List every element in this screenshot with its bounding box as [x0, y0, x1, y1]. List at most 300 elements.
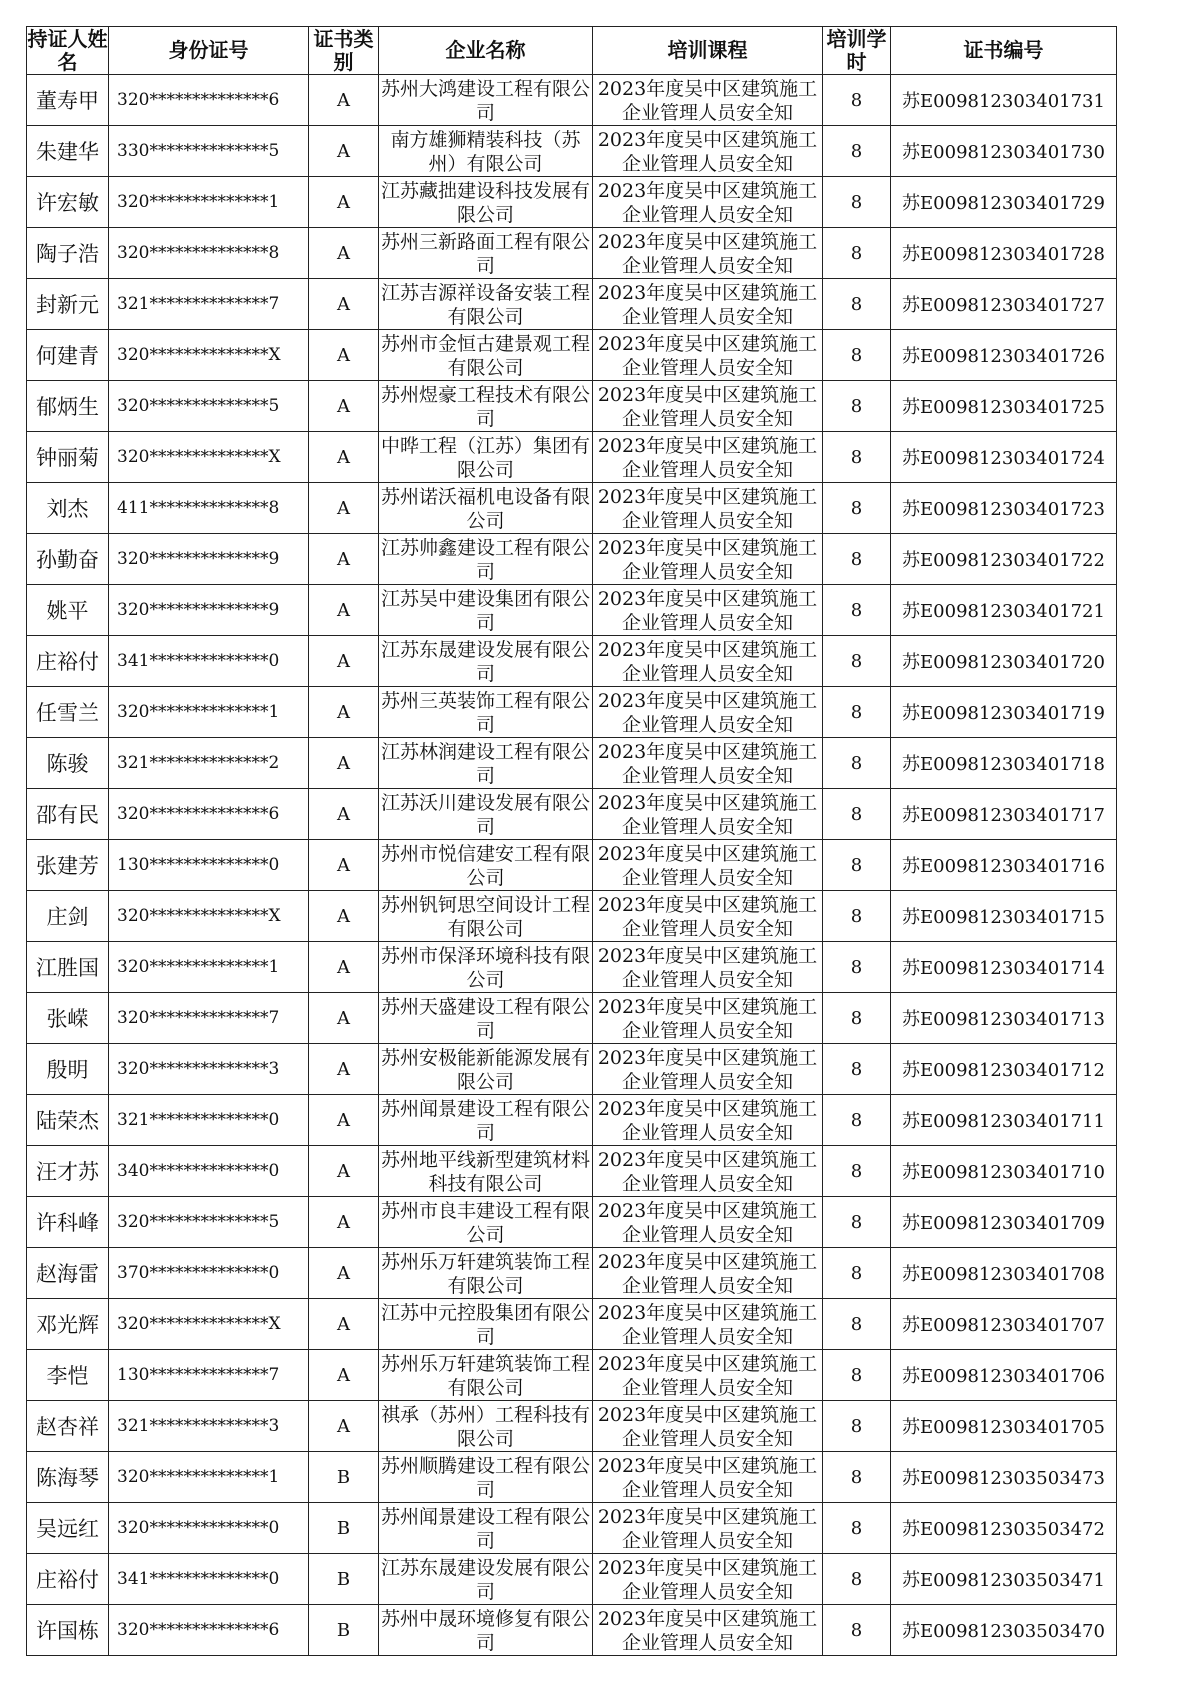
holder-name: 李恺: [27, 1350, 109, 1401]
training-course-wrap: [593, 739, 822, 787]
cert-category: A: [309, 1095, 379, 1146]
enterprise-name-cell: [379, 279, 593, 330]
enterprise-name-cell: [379, 585, 593, 636]
enterprise-name: 苏州乐万轩建筑装饰工程有限公司: [380, 1251, 590, 1297]
cert-category: A: [309, 1248, 379, 1299]
training-hours: 8: [823, 1248, 891, 1299]
training-course: 2023年度吴中区建筑施工企业管理人员安全知: [597, 384, 818, 430]
training-course-cell: [593, 993, 823, 1044]
training-course-wrap: [593, 841, 822, 889]
training-course-cell: [593, 1197, 823, 1248]
training-hours: 8: [823, 942, 891, 993]
cert-category: A: [309, 381, 379, 432]
training-course: 2023年度吴中区建筑施工企业管理人员安全知: [597, 180, 818, 226]
training-hours: 8: [823, 381, 891, 432]
training-course: 2023年度吴中区建筑施工企业管理人员安全知: [597, 435, 818, 481]
cert-category: A: [309, 1350, 379, 1401]
cert-category: A: [309, 636, 379, 687]
holder-name: 邓光辉: [27, 1299, 109, 1350]
training-hours: 8: [823, 483, 891, 534]
training-course: 2023年度吴中区建筑施工企业管理人员安全知: [597, 1200, 818, 1246]
enterprise-name-cell: [379, 1248, 593, 1299]
enterprise-name-wrap: [379, 127, 592, 175]
table-row: [27, 1452, 1117, 1503]
enterprise-name-cell: [379, 1299, 593, 1350]
enterprise-name-wrap: [379, 1453, 592, 1501]
table-row: [27, 330, 1117, 381]
table-row: [27, 1503, 1117, 1554]
training-course-cell: [593, 789, 823, 840]
training-course-wrap: [593, 1555, 822, 1603]
cert-category: A: [309, 75, 379, 126]
cert-category: A: [309, 534, 379, 585]
cert-category: B: [309, 1452, 379, 1503]
id-number: 130**************7: [109, 1350, 309, 1401]
enterprise-name: 苏州大鸿建设工程有限公司: [380, 78, 590, 124]
training-course: 2023年度吴中区建筑施工企业管理人员安全知: [597, 588, 818, 634]
training-course-cell: [593, 738, 823, 789]
enterprise-name-wrap: [379, 1300, 592, 1348]
enterprise-name-cell: [379, 1044, 593, 1095]
training-course-cell: [593, 636, 823, 687]
cert-number: 苏E009812303503470: [891, 1605, 1117, 1656]
id-number: 320**************0: [109, 1503, 309, 1554]
id-number: 320**************X: [109, 432, 309, 483]
training-course-wrap: [593, 1096, 822, 1144]
training-hours: 8: [823, 738, 891, 789]
training-hours: 8: [823, 585, 891, 636]
enterprise-name-wrap: [379, 433, 592, 481]
header-row: [27, 27, 1117, 75]
cert-number: 苏E009812303401727: [891, 279, 1117, 330]
holder-name: 张嵘: [27, 993, 109, 1044]
table-row: [27, 840, 1117, 891]
table-row: [27, 1299, 1117, 1350]
training-hours: 8: [823, 1605, 891, 1656]
enterprise-name: 苏州三新路面工程有限公司: [380, 231, 590, 277]
table-row: [27, 687, 1117, 738]
cert-number: 苏E009812303401726: [891, 330, 1117, 381]
training-course: 2023年度吴中区建筑施工企业管理人员安全知: [597, 894, 818, 940]
training-course-cell: [593, 1044, 823, 1095]
enterprise-name-wrap: [379, 280, 592, 328]
enterprise-name: 江苏吴中建设集团有限公司: [380, 588, 590, 634]
enterprise-name-wrap: [379, 892, 592, 940]
holder-name: 孙勤奋: [27, 534, 109, 585]
id-number: 320**************9: [109, 534, 309, 585]
cert-category: A: [309, 687, 379, 738]
table-row: [27, 228, 1117, 279]
training-course: 2023年度吴中区建筑施工企业管理人员安全知: [597, 1098, 818, 1144]
table-row: [27, 1197, 1117, 1248]
training-course-wrap: [593, 688, 822, 736]
training-course: 2023年度吴中区建筑施工企业管理人员安全知: [597, 333, 818, 379]
training-course: 2023年度吴中区建筑施工企业管理人员安全知: [597, 690, 818, 736]
id-number: 321**************3: [109, 1401, 309, 1452]
id-number: 320**************X: [109, 1299, 309, 1350]
training-course-wrap: [593, 994, 822, 1042]
cert-number: 苏E009812303401706: [891, 1350, 1117, 1401]
training-course-wrap: [593, 280, 822, 328]
id-number: 330**************5: [109, 126, 309, 177]
cert-number: 苏E009812303401728: [891, 228, 1117, 279]
id-number: 320**************X: [109, 891, 309, 942]
cert-number: 苏E009812303503473: [891, 1452, 1117, 1503]
training-course: 2023年度吴中区建筑施工企业管理人员安全知: [597, 1404, 818, 1450]
training-course-cell: [593, 75, 823, 126]
cert-category: B: [309, 1605, 379, 1656]
holder-name: 陶子浩: [27, 228, 109, 279]
cert-category: B: [309, 1554, 379, 1605]
holder-name: 陆荣杰: [27, 1095, 109, 1146]
training-course-wrap: [593, 433, 822, 481]
training-course-wrap: [593, 1249, 822, 1297]
training-course-wrap: [593, 331, 822, 379]
table-row: [27, 1248, 1117, 1299]
training-hours: 8: [823, 1554, 891, 1605]
cert-number: 苏E009812303401718: [891, 738, 1117, 789]
table-row: [27, 1605, 1117, 1656]
enterprise-name-cell: [379, 636, 593, 687]
enterprise-name-cell: [379, 1146, 593, 1197]
training-course-wrap: [593, 178, 822, 226]
table-row: [27, 1350, 1117, 1401]
training-course-cell: [593, 1401, 823, 1452]
enterprise-name-cell: [379, 75, 593, 126]
training-course: 2023年度吴中区建筑施工企业管理人员安全知: [597, 537, 818, 583]
holder-name: 刘杰: [27, 483, 109, 534]
training-course-cell: [593, 126, 823, 177]
enterprise-name-wrap: [379, 637, 592, 685]
cert-number: 苏E009812303401709: [891, 1197, 1117, 1248]
header-enterprise: 企业名称: [379, 27, 593, 75]
table-row: [27, 1401, 1117, 1452]
header-category: 证书类别: [309, 27, 379, 75]
enterprise-name-wrap: [379, 739, 592, 787]
enterprise-name: 苏州三英装饰工程有限公司: [380, 690, 590, 736]
training-course-wrap: [593, 1198, 822, 1246]
enterprise-name: 江苏中元控股集团有限公司: [380, 1302, 590, 1348]
cert-category: A: [309, 993, 379, 1044]
training-course-cell: [593, 1554, 823, 1605]
id-number: 320**************8: [109, 228, 309, 279]
cert-category: A: [309, 738, 379, 789]
id-number: 370**************0: [109, 1248, 309, 1299]
table-row: [27, 993, 1117, 1044]
table-row: [27, 75, 1117, 126]
enterprise-name-wrap: [379, 994, 592, 1042]
enterprise-name-cell: [379, 1350, 593, 1401]
cert-category: A: [309, 891, 379, 942]
id-number: 411**************8: [109, 483, 309, 534]
holder-name: 吴远红: [27, 1503, 109, 1554]
training-course-wrap: [593, 943, 822, 991]
enterprise-name-cell: [379, 1401, 593, 1452]
training-hours: 8: [823, 432, 891, 483]
training-course: 2023年度吴中区建筑施工企业管理人员安全知: [597, 741, 818, 787]
header-id: 身份证号: [109, 27, 309, 75]
training-course: 2023年度吴中区建筑施工企业管理人员安全知: [597, 1455, 818, 1501]
cert-category: A: [309, 1197, 379, 1248]
table-row: [27, 534, 1117, 585]
training-course: 2023年度吴中区建筑施工企业管理人员安全知: [597, 486, 818, 532]
training-hours: 8: [823, 1350, 891, 1401]
holder-name: 殷明: [27, 1044, 109, 1095]
cert-number: 苏E009812303401707: [891, 1299, 1117, 1350]
training-course: 2023年度吴中区建筑施工企业管理人员安全知: [597, 639, 818, 685]
training-course-wrap: [593, 1351, 822, 1399]
enterprise-name: 江苏林润建设工程有限公司: [380, 741, 590, 787]
training-course: 2023年度吴中区建筑施工企业管理人员安全知: [597, 843, 818, 889]
training-course-cell: [593, 942, 823, 993]
id-number: 341**************0: [109, 1554, 309, 1605]
table-row: [27, 789, 1117, 840]
enterprise-name-cell: [379, 1554, 593, 1605]
enterprise-name-cell: [379, 330, 593, 381]
enterprise-name-wrap: [379, 1351, 592, 1399]
cert-category: A: [309, 126, 379, 177]
id-number: 321**************0: [109, 1095, 309, 1146]
table-row: [27, 483, 1117, 534]
training-course: 2023年度吴中区建筑施工企业管理人员安全知: [597, 129, 818, 175]
enterprise-name-cell: [379, 1452, 593, 1503]
cert-number: 苏E009812303401724: [891, 432, 1117, 483]
holder-name: 钟丽菊: [27, 432, 109, 483]
table-row: [27, 1146, 1117, 1197]
enterprise-name: 江苏沃川建设发展有限公司: [380, 792, 590, 838]
training-course-cell: [593, 687, 823, 738]
enterprise-name: 苏州闻景建设工程有限公司: [380, 1506, 590, 1552]
table-body: [27, 75, 1117, 1656]
cert-number: 苏E009812303401716: [891, 840, 1117, 891]
enterprise-name-wrap: [379, 1555, 592, 1603]
enterprise-name-wrap: [379, 1249, 592, 1297]
cert-number: 苏E009812303503471: [891, 1554, 1117, 1605]
id-number: 320**************1: [109, 942, 309, 993]
table-row: [27, 177, 1117, 228]
enterprise-name: 苏州煜豪工程技术有限公司: [380, 384, 590, 430]
training-course-cell: [593, 891, 823, 942]
cert-number: 苏E009812303401708: [891, 1248, 1117, 1299]
training-course-cell: [593, 279, 823, 330]
enterprise-name-wrap: [379, 76, 592, 124]
id-number: 320**************1: [109, 687, 309, 738]
table-row: [27, 1095, 1117, 1146]
header-cert: 证书编号: [891, 27, 1117, 75]
training-course-wrap: [593, 1300, 822, 1348]
table-row: [27, 585, 1117, 636]
training-course-cell: [593, 177, 823, 228]
id-number: 320**************3: [109, 1044, 309, 1095]
training-course-cell: [593, 228, 823, 279]
holder-name: 庄剑: [27, 891, 109, 942]
training-hours: 8: [823, 1146, 891, 1197]
training-course-wrap: [593, 1504, 822, 1552]
enterprise-name-wrap: [379, 1096, 592, 1144]
id-number: 130**************0: [109, 840, 309, 891]
training-hours: 8: [823, 1044, 891, 1095]
enterprise-name-wrap: [379, 178, 592, 226]
holder-name: 邵有民: [27, 789, 109, 840]
holder-name: 许科峰: [27, 1197, 109, 1248]
certificate-table: [26, 26, 1117, 1656]
training-hours: 8: [823, 1197, 891, 1248]
training-hours: 8: [823, 1401, 891, 1452]
training-course: 2023年度吴中区建筑施工企业管理人员安全知: [597, 945, 818, 991]
table-row: [27, 279, 1117, 330]
cert-category: A: [309, 585, 379, 636]
training-hours: 8: [823, 891, 891, 942]
holder-name: 汪才苏: [27, 1146, 109, 1197]
enterprise-name: 江苏东晟建设发展有限公司: [380, 639, 590, 685]
id-number: 320**************7: [109, 993, 309, 1044]
training-course-cell: [593, 1503, 823, 1554]
enterprise-name-wrap: [379, 841, 592, 889]
training-course-wrap: [593, 1453, 822, 1501]
enterprise-name-wrap: [379, 943, 592, 991]
enterprise-name: 苏州市悦信建安工程有限公司: [380, 843, 590, 889]
cert-number: 苏E009812303401713: [891, 993, 1117, 1044]
training-course: 2023年度吴中区建筑施工企业管理人员安全知: [597, 1557, 818, 1603]
holder-name: 许宏敏: [27, 177, 109, 228]
training-hours: 8: [823, 993, 891, 1044]
training-course-cell: [593, 1146, 823, 1197]
enterprise-name-wrap: [379, 229, 592, 277]
training-hours: 8: [823, 534, 891, 585]
holder-name: 郁炳生: [27, 381, 109, 432]
cert-number: 苏E009812303401725: [891, 381, 1117, 432]
holder-name: 庄裕付: [27, 1554, 109, 1605]
cert-category: A: [309, 279, 379, 330]
training-hours: 8: [823, 687, 891, 738]
training-course-cell: [593, 432, 823, 483]
training-course-wrap: [593, 790, 822, 838]
training-course: 2023年度吴中区建筑施工企业管理人员安全知: [597, 996, 818, 1042]
training-course: 2023年度吴中区建筑施工企业管理人员安全知: [597, 231, 818, 277]
training-course-cell: [593, 381, 823, 432]
table-row: [27, 381, 1117, 432]
enterprise-name-cell: [379, 840, 593, 891]
enterprise-name-wrap: [379, 331, 592, 379]
training-course-wrap: [593, 1045, 822, 1093]
cert-number: 苏E009812303401714: [891, 942, 1117, 993]
cert-number: 苏E009812303401721: [891, 585, 1117, 636]
enterprise-name-wrap: [379, 484, 592, 532]
training-course: 2023年度吴中区建筑施工企业管理人员安全知: [597, 792, 818, 838]
enterprise-name-cell: [379, 483, 593, 534]
cert-number: 苏E009812303401730: [891, 126, 1117, 177]
enterprise-name: 苏州乐万轩建筑装饰工程有限公司: [380, 1353, 590, 1399]
training-hours: 8: [823, 1299, 891, 1350]
cert-number: 苏E009812303401710: [891, 1146, 1117, 1197]
enterprise-name: 苏州市良丰建设工程有限公司: [380, 1200, 590, 1246]
training-course-cell: [593, 1095, 823, 1146]
id-number: 320**************5: [109, 381, 309, 432]
cert-number: 苏E009812303401731: [891, 75, 1117, 126]
training-hours: 8: [823, 330, 891, 381]
enterprise-name: 苏州天盛建设工程有限公司: [380, 996, 590, 1042]
id-number: 340**************0: [109, 1146, 309, 1197]
training-course-wrap: [593, 586, 822, 634]
holder-name: 何建青: [27, 330, 109, 381]
cert-number: 苏E009812303503472: [891, 1503, 1117, 1554]
enterprise-name-cell: [379, 993, 593, 1044]
training-course-wrap: [593, 76, 822, 124]
enterprise-name-cell: [379, 738, 593, 789]
cert-number: 苏E009812303401722: [891, 534, 1117, 585]
id-number: 320**************6: [109, 789, 309, 840]
enterprise-name-cell: [379, 687, 593, 738]
training-hours: 8: [823, 840, 891, 891]
enterprise-name-cell: [379, 1197, 593, 1248]
training-hours: 8: [823, 228, 891, 279]
training-hours: 8: [823, 1503, 891, 1554]
table-row: [27, 126, 1117, 177]
holder-name: 陈骏: [27, 738, 109, 789]
holder-name: 庄裕付: [27, 636, 109, 687]
training-course-cell: [593, 840, 823, 891]
training-course-wrap: [593, 535, 822, 583]
enterprise-name-cell: [379, 381, 593, 432]
training-hours: 8: [823, 789, 891, 840]
training-course-cell: [593, 534, 823, 585]
cert-category: A: [309, 840, 379, 891]
cert-category: A: [309, 177, 379, 228]
cert-number: 苏E009812303401715: [891, 891, 1117, 942]
enterprise-name-cell: [379, 534, 593, 585]
holder-name: 朱建华: [27, 126, 109, 177]
enterprise-name: 苏州诺沃福机电设备有限公司: [380, 486, 590, 532]
table-row: [27, 1554, 1117, 1605]
table-row: [27, 891, 1117, 942]
enterprise-name: 中晔工程（江苏）集团有限公司: [380, 435, 590, 481]
enterprise-name: 南方雄狮精装科技（苏州）有限公司: [390, 129, 581, 175]
enterprise-name-cell: [379, 891, 593, 942]
enterprise-name-cell: [379, 942, 593, 993]
table-row: [27, 432, 1117, 483]
holder-name: 赵杏祥: [27, 1401, 109, 1452]
training-hours: 8: [823, 126, 891, 177]
id-number: 320**************1: [109, 177, 309, 228]
training-course: 2023年度吴中区建筑施工企业管理人员安全知: [597, 1149, 818, 1195]
holder-name: 董寿甲: [27, 75, 109, 126]
id-number: 341**************0: [109, 636, 309, 687]
holder-name: 许国栋: [27, 1605, 109, 1656]
training-course-cell: [593, 1299, 823, 1350]
training-course-cell: [593, 1350, 823, 1401]
enterprise-name-cell: [379, 1095, 593, 1146]
training-course-wrap: [593, 637, 822, 685]
holder-name: 任雪兰: [27, 687, 109, 738]
table-row: [27, 636, 1117, 687]
enterprise-name: 苏州安极能新能源发展有限公司: [380, 1047, 590, 1093]
enterprise-name-cell: [379, 1503, 593, 1554]
training-hours: 8: [823, 75, 891, 126]
training-course-wrap: [593, 382, 822, 430]
cert-category: A: [309, 942, 379, 993]
enterprise-name: 苏州中晟环境修复有限公司: [380, 1608, 590, 1654]
training-course-wrap: [593, 1147, 822, 1195]
cert-category: B: [309, 1503, 379, 1554]
cert-number: 苏E009812303401719: [891, 687, 1117, 738]
training-hours: 8: [823, 279, 891, 330]
holder-name: 封新元: [27, 279, 109, 330]
id-number: 320**************9: [109, 585, 309, 636]
holder-name: 姚平: [27, 585, 109, 636]
training-hours: 8: [823, 636, 891, 687]
training-course-wrap: [593, 892, 822, 940]
enterprise-name-cell: [379, 126, 593, 177]
